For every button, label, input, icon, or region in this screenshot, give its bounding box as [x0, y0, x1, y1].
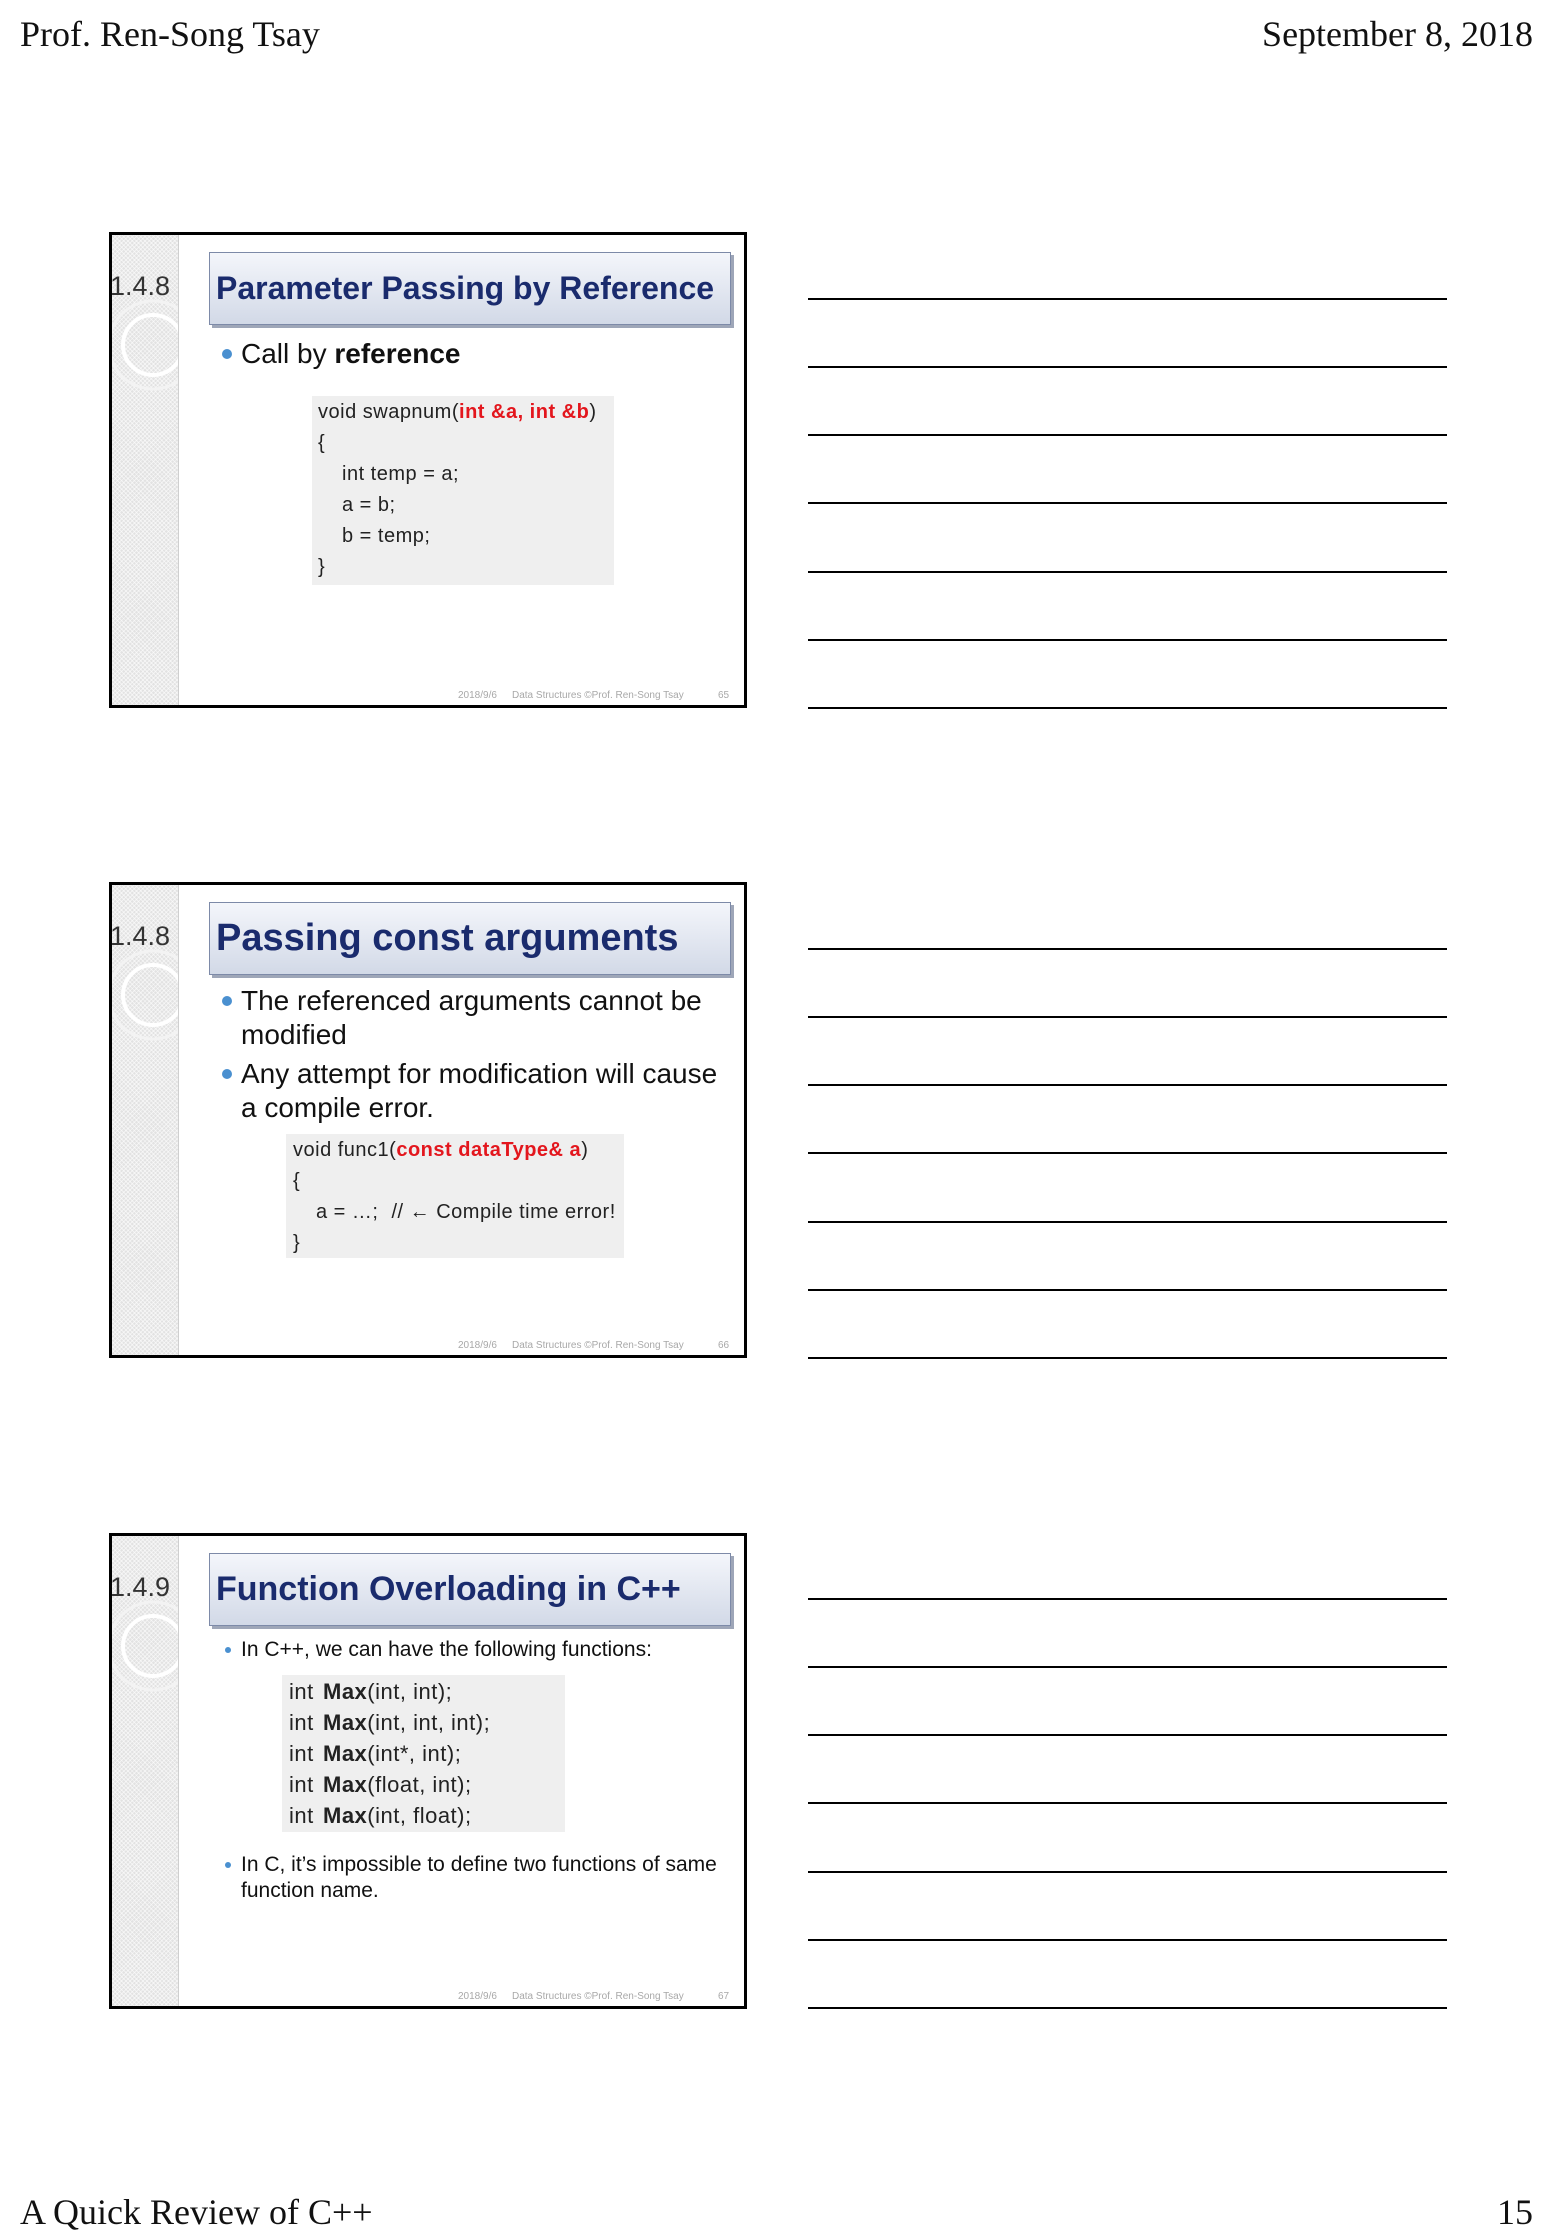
code-text: (int*, int); — [367, 1741, 462, 1766]
slide-title: Passing const arguments — [216, 917, 679, 959]
code-function-name: Max — [323, 1772, 368, 1797]
header-date: September 8, 2018 — [1262, 14, 1533, 54]
circle-ornament — [112, 293, 178, 413]
code-line — [293, 1197, 624, 1228]
circle-ornament — [112, 943, 178, 1063]
slide-footer-number: 65 — [718, 690, 730, 701]
code-comment: // ← Compile time error! — [391, 1201, 616, 1223]
code-text: (int, float); — [367, 1803, 472, 1828]
code-function-name: Max — [323, 1679, 368, 1704]
slide-title-box — [209, 1553, 731, 1626]
slide-footer-date: 2018/9/6 — [458, 690, 497, 701]
code-text: (int, int); — [367, 1679, 453, 1704]
slide-footer-course: Data Structures ©Prof. Ren-Song Tsay — [512, 1991, 684, 2002]
slide-sidebar-stripe — [112, 1536, 179, 2006]
header-author: Prof. Ren-Song Tsay — [20, 14, 320, 54]
slide-66 — [109, 882, 747, 1358]
code-text: a = …; — [316, 1201, 379, 1223]
section-number: 1.4.8 — [110, 921, 171, 951]
note-line — [808, 707, 1447, 709]
footer-document-title: A Quick Review of C++ — [20, 2192, 373, 2232]
code-line: a = b; — [342, 494, 396, 516]
section-number: 1.4.8 — [110, 271, 171, 301]
code-line — [289, 1800, 565, 1831]
note-line — [808, 1016, 1447, 1018]
slide-footer-course: Data Structures ©Prof. Ren-Song Tsay — [512, 690, 684, 701]
slide-title-box — [209, 902, 731, 975]
code-keyword: int — [289, 1710, 314, 1735]
note-line — [808, 1221, 1447, 1223]
bullet-text: In C, it’s impossible to define two functions of same function name. — [241, 1853, 717, 1902]
slide-footer-date: 2018/9/6 — [458, 1340, 497, 1351]
bullet-list — [241, 1852, 741, 1904]
bullet-text: In C++, we can have the following functions: — [241, 1638, 652, 1661]
slide-footer-date: 2018/9/6 — [458, 1991, 497, 2002]
code-function-name: Max — [323, 1710, 368, 1735]
bullet-dot-icon — [222, 349, 232, 359]
bullet-item — [241, 1852, 741, 1904]
section-number: 1.4.9 — [110, 1572, 171, 1602]
note-lines — [808, 948, 1447, 1359]
code-block — [282, 1675, 565, 1832]
code-text: (int, int, int); — [367, 1710, 491, 1735]
bullet-text: The referenced arguments cannot be modified — [241, 985, 702, 1050]
bullet-text: Any attempt for modification will cause a compile error. — [241, 1058, 718, 1123]
note-line — [808, 1289, 1447, 1291]
note-line — [808, 948, 1447, 950]
note-line — [808, 502, 1447, 504]
bullet-list — [241, 1637, 741, 1663]
bullet-dot-icon — [222, 996, 232, 1006]
code-highlight: int &a, int &b — [459, 401, 590, 423]
note-line — [808, 298, 1447, 300]
bullet-text: Call by — [241, 338, 335, 369]
slide-footer-number: 67 — [718, 1991, 730, 2002]
note-line — [808, 639, 1447, 641]
circle-ornament — [112, 1594, 178, 1714]
slide-67 — [109, 1533, 747, 2009]
slide-footer-number: 66 — [718, 1340, 730, 1351]
code-highlight: const dataType& a — [396, 1139, 582, 1161]
bullet-item — [241, 1637, 741, 1663]
slide-title: Function Overloading in C++ — [216, 1570, 681, 1608]
footer-page-number: 15 — [1497, 2192, 1533, 2232]
slide-footer-course: Data Structures ©Prof. Ren-Song Tsay — [512, 1340, 684, 1351]
note-line — [808, 1152, 1447, 1154]
note-line — [808, 1666, 1447, 1668]
code-text: void swapnum( — [318, 401, 460, 423]
code-block — [312, 396, 614, 585]
code-keyword: int — [289, 1803, 314, 1828]
code-text: (float, int); — [367, 1772, 472, 1797]
code-keyword: int — [289, 1741, 314, 1766]
code-line — [318, 397, 614, 428]
code-line — [289, 1738, 565, 1769]
bullet-dot-icon — [225, 1647, 231, 1653]
code-line: } — [293, 1232, 301, 1254]
bullet-list — [241, 984, 729, 1125]
slide-title: Parameter Passing by Reference — [216, 270, 715, 306]
slide-65 — [109, 232, 747, 708]
slide-sidebar-stripe — [112, 885, 179, 1355]
code-keyword: int — [289, 1679, 314, 1704]
note-line — [808, 571, 1447, 573]
code-function-name: Max — [323, 1741, 368, 1766]
bullet-item — [241, 1057, 729, 1125]
bullet-item — [241, 337, 729, 371]
code-keyword: int — [289, 1772, 314, 1797]
code-text: void func1( — [293, 1139, 397, 1161]
code-line: { — [318, 432, 326, 454]
note-line — [808, 1939, 1447, 1941]
code-function-name: Max — [323, 1803, 368, 1828]
note-line — [808, 1734, 1447, 1736]
note-line — [808, 1871, 1447, 1873]
code-line — [289, 1769, 565, 1800]
code-line: int temp = a; — [342, 463, 460, 485]
code-line — [289, 1707, 565, 1738]
note-lines — [808, 298, 1447, 709]
bullet-item — [241, 984, 729, 1052]
bullet-list — [241, 337, 729, 371]
code-line: b = temp; — [342, 525, 431, 547]
note-line — [808, 1598, 1447, 1600]
bullet-dot-icon — [225, 1862, 231, 1868]
note-line — [808, 434, 1447, 436]
code-text: ) — [581, 1139, 589, 1161]
note-line — [808, 1357, 1447, 1359]
code-text: ) — [589, 401, 597, 423]
bullet-dot-icon — [222, 1069, 232, 1079]
slide-title-box — [209, 252, 731, 325]
code-line: { — [293, 1170, 301, 1192]
code-line — [293, 1135, 624, 1166]
slide-sidebar-stripe — [112, 235, 179, 705]
code-block — [286, 1134, 624, 1258]
bullet-emphasis: reference — [334, 338, 461, 369]
code-line — [289, 1676, 565, 1707]
code-line: } — [318, 556, 326, 578]
note-line — [808, 366, 1447, 368]
note-line — [808, 2007, 1447, 2009]
note-line — [808, 1802, 1447, 1804]
note-line — [808, 1084, 1447, 1086]
note-lines — [808, 1598, 1447, 2009]
